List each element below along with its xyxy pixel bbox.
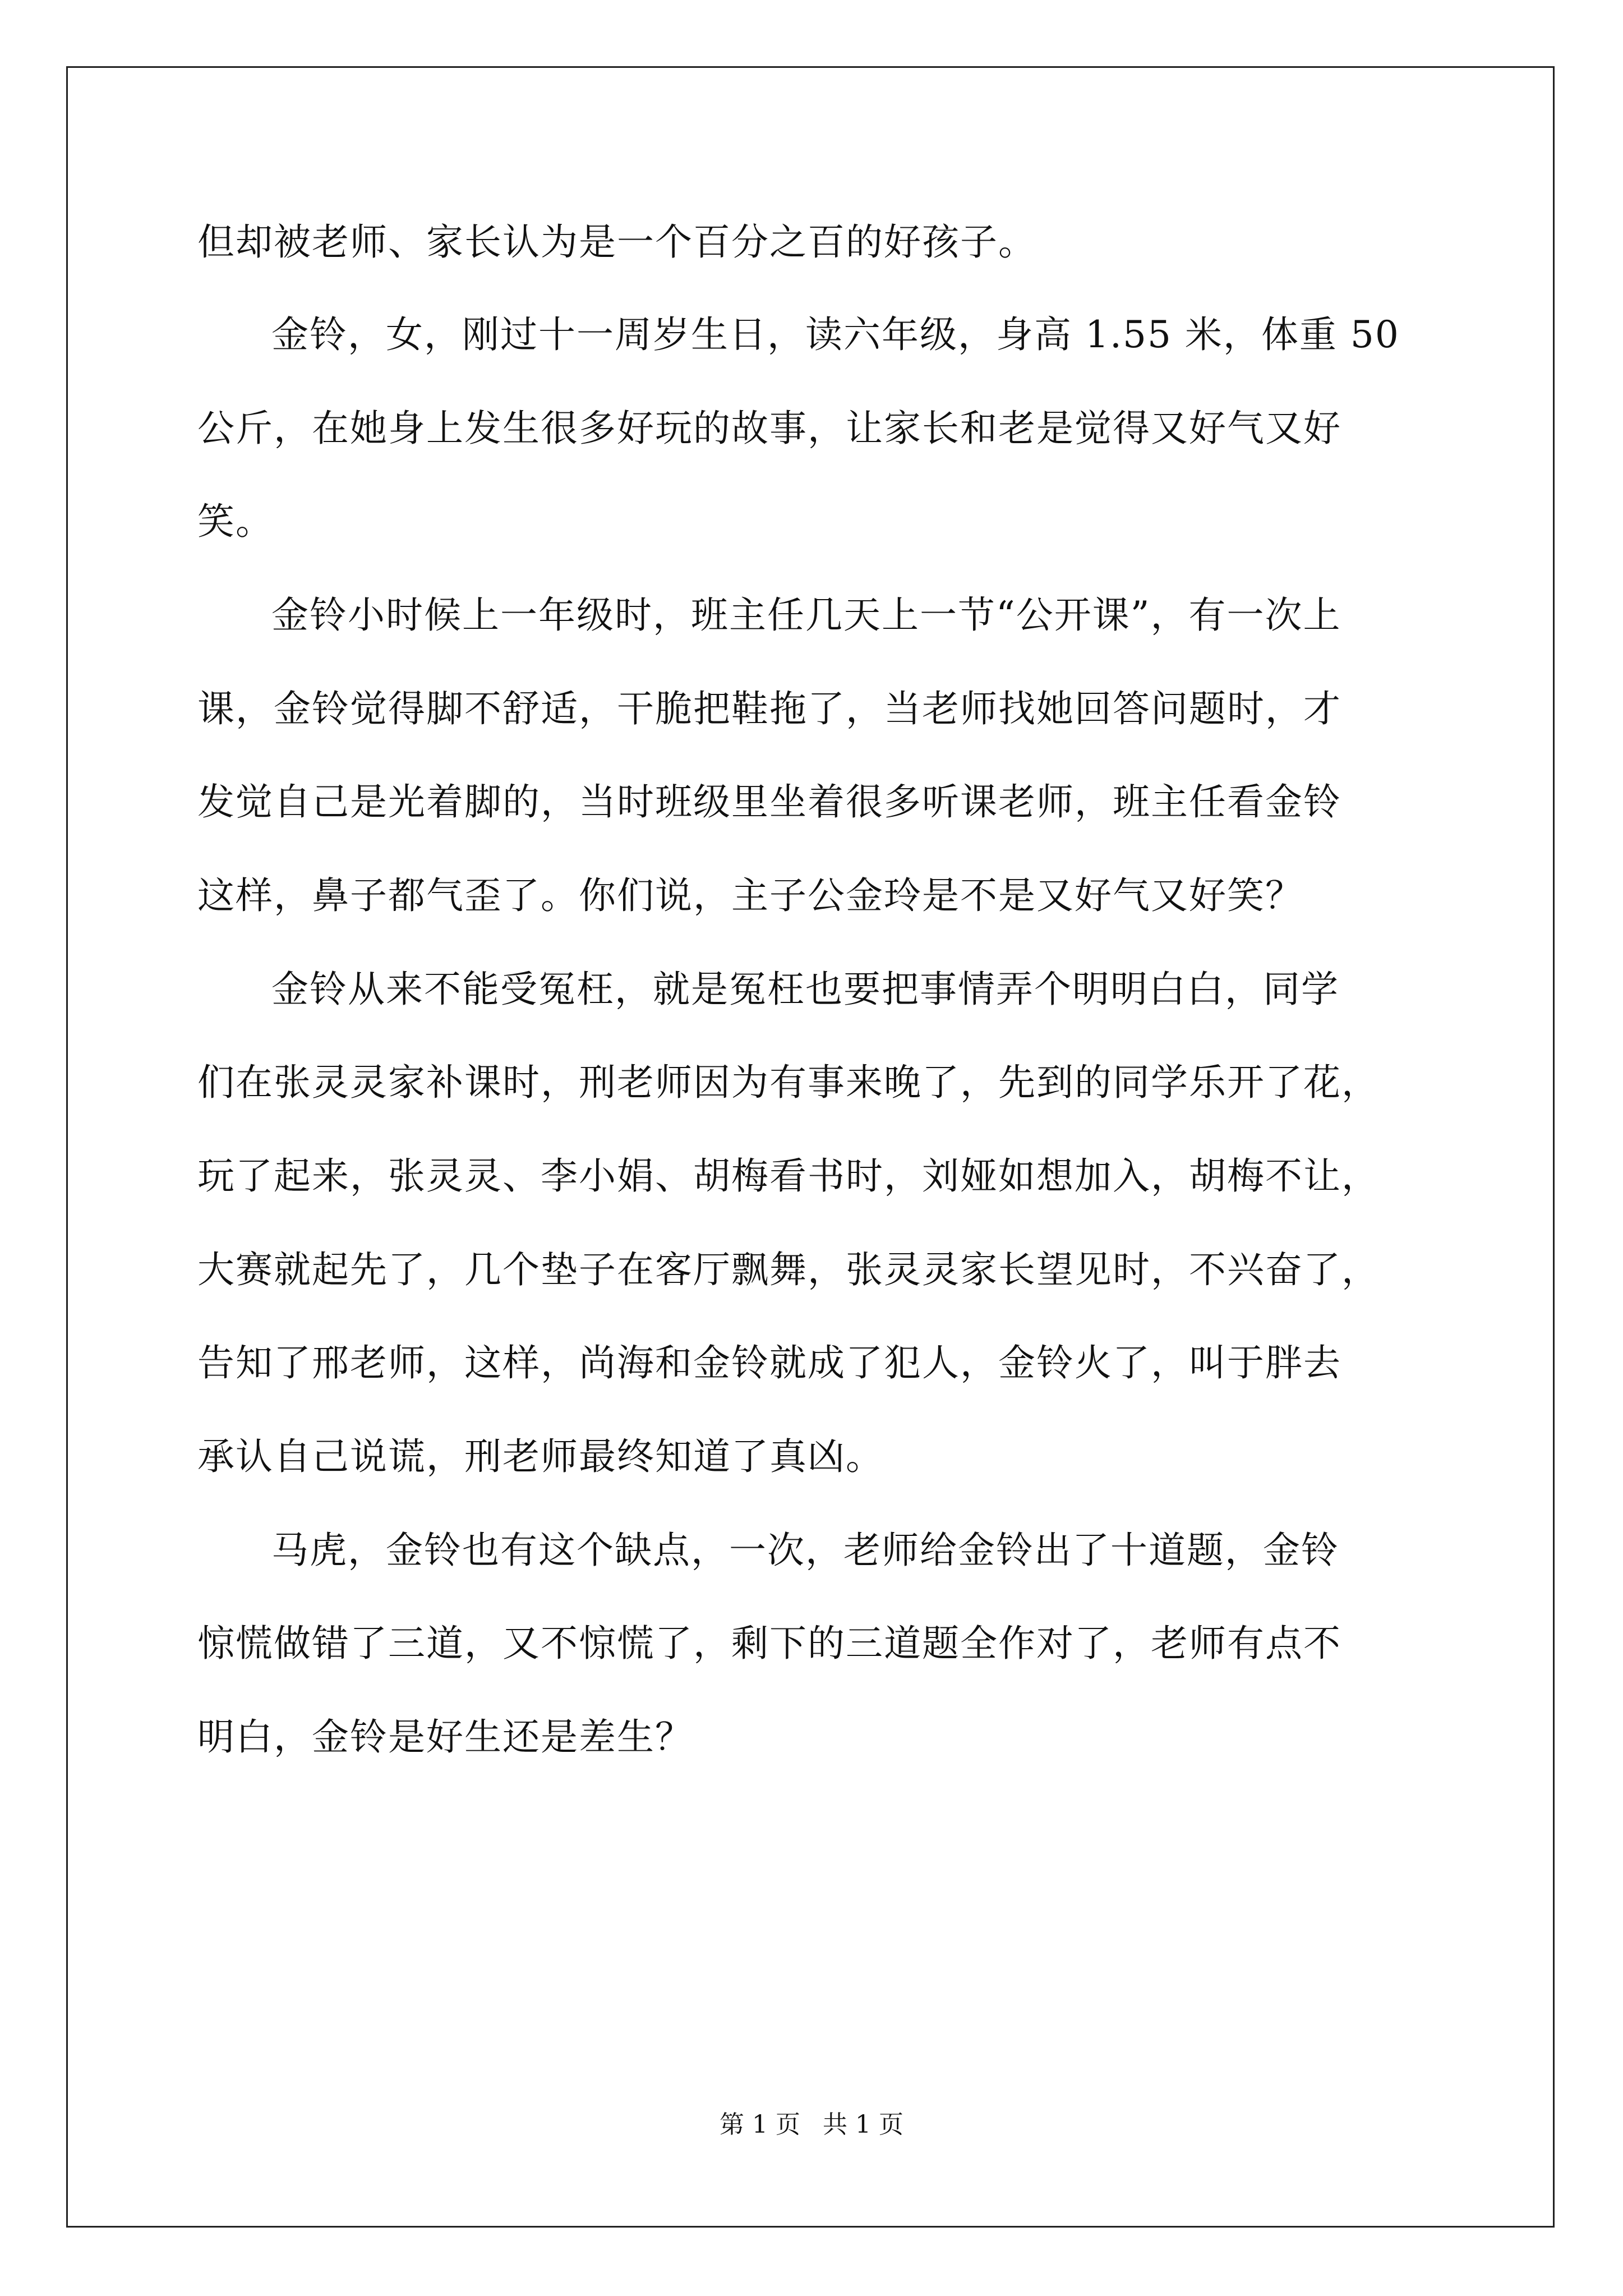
body-line: 发觉自己是光着脚的，当时班级里坐着很多听课老师，班主任看金铃 [197,780,1341,823]
page-border [66,66,1555,2228]
paragraph-first-line: 马虎，金铃也有这个缺点，一次，老师给金铃出了十道题，金铃 [271,1529,1339,1572]
body-line: 公斤，在她身上发生很多好玩的故事，让家长和老是觉得又好气又好 [197,407,1341,450]
body-line: 们在张灵灵家补课时，刑老师因为有事来晚了，先到的同学乐开了花， [197,1061,1380,1104]
paragraph-first-line: 金铃，女，刚过十一周岁生日，读六年级，身高 1.55 米，体重 50 [271,313,1400,356]
body-line: 承认自己说谎，刑老师最终知道了真凶。 [197,1435,884,1478]
body-line: 课，金铃觉得脚不舒适，干脆把鞋拖了，当老师找她回答问题时，才 [197,687,1341,730]
body-line: 大赛就起先了，几个垫子在客厅飘舞，张灵灵家长望见时，不兴奋了， [197,1248,1380,1291]
body-line: 玩了起来，张灵灵、李小娟、胡梅看书时，刘娅如想加入，胡梅不让， [197,1154,1380,1198]
body-line: 但却被老师、家长认为是一个百分之百的好孩子。 [197,220,1036,264]
page-footer [0,2109,1623,2141]
body-line: 告知了邢老师，这样，尚海和金铃就成了犯人，金铃火了，叫于胖去 [197,1341,1341,1384]
body-line: 惊慌做错了三道，又不惊慌了，剩下的三道题全作对了，老师有点不 [197,1622,1341,1665]
page-total: 共 1 页 [823,2110,903,2139]
body-line: 明白，金铃是好生还是差生？ [197,1715,693,1759]
paragraph-first-line: 金铃小时候上一年级时，班主任几天上一节“公开课”，有一次上 [271,593,1341,637]
body-line: 笑。 [197,500,274,543]
body-line: 这样，鼻子都气歪了。你们说，主子公金玲是不是又好气又好笑？ [197,874,1303,917]
page-number: 第 1 页 [720,2110,800,2139]
paragraph-first-line: 金铃从来不能受冤枉，就是冤枉也要把事情弄个明明白白，同学 [271,968,1339,1011]
